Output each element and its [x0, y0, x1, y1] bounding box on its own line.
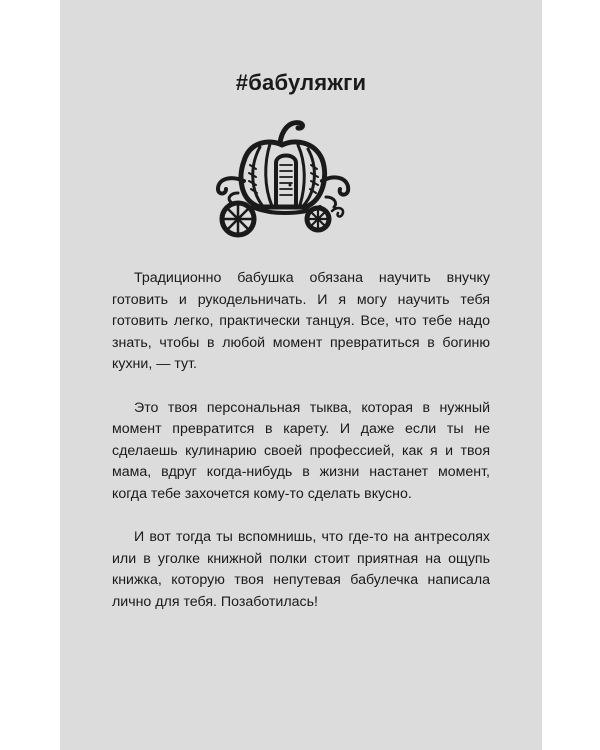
book-page	[60, 0, 542, 750]
paragraph-2: Это твоя персональная тыква, которая в нужный момент превратится в карету. И даже если ты не сделаешь кулинарию своей профессией, как я и твоя мама, вдруг когда-нибудь в жизни настанет момент, когда тебе захочется кому-то сделать вкусно.	[112, 399, 490, 502]
page-hashtag-title: #бабуляжги	[235, 70, 367, 95]
paragraph-1: Традиционно бабушка обязана научить внучку готовить и рукодельничать. И я могу научить тебя готовить легко, практически танцуя. Все, что тебе надо знать, чтобы в любой момент превратиться в богиню кухни, — тут.	[112, 270, 490, 373]
paragraph-3: И вот тогда ты вспомнишь, что где-то на антресолях или в уголке книжной полки стоит приятная на ощупь книжка, которую твоя непутевая бабулечка написала лично для тебя. Позаботилась!	[112, 529, 490, 610]
body-text	[112, 268, 490, 635]
pumpkin-carriage-icon	[210, 115, 355, 240]
